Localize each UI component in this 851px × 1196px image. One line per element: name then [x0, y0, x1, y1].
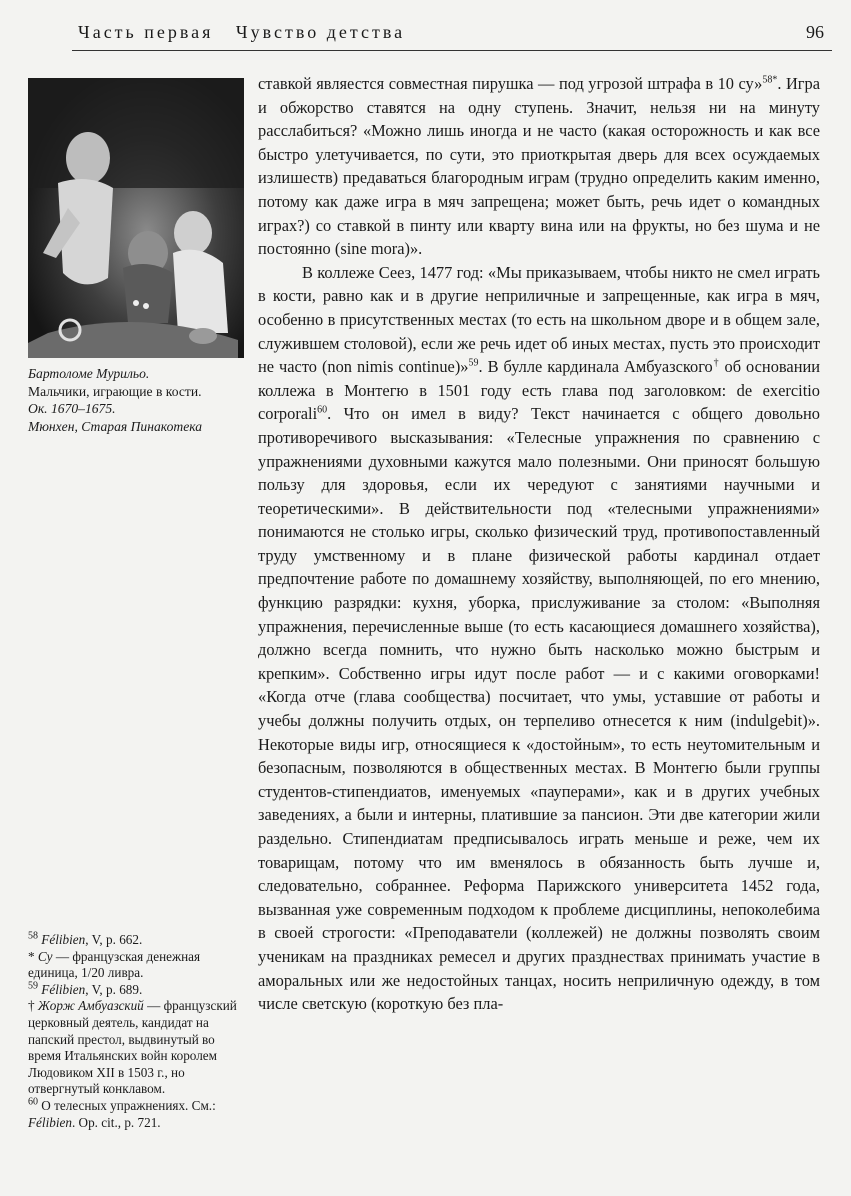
footnote-text: О телесных упражнениях. См.: [38, 1097, 216, 1113]
text-run: . Что он имел в виду? Текст начинается с общего довольно противоречивого высказывания: «Телесные упражнения по сравнению с упражнениями духовными кажутся мало полезными. Они приносят большую пользу для здоровья, если их чередуют с занятиями научными и теоретическими». В действительности под «телесными упражнениями» понимаются не столько игры, сколько физический труд, противопоставленный труду умственному и в плане физической работы кардинал отдает предпочтение работе по домашнему хозяйству, выполняющей, по его мнению, функцию разрядки: кухня, уборка, прислуживание за столом: «Выполняя упражнения, перечисленные выше (то есть касающиеся домашнего хозяйства), должно всегда помнить, что нужно быть насколько можно быстрым и крепким». Собственно игры идут после работ — и с какими оговорками! «Когда отче (глава сообщества) посчитает, что умы, уставшие от работы и учебы должны получить отдых, он терпеливо отнесется к ним (indulgebit)». Некоторые виды игр, относящиеся к «достойным», то есть неутомительным и безопасным, позволяются в общественных местах. В Монтегю были группы студентов-стипендиатов, именуемых «пауперами», как и в других учебных заведениях, а были и интерны, платившие за пансион. Эти две категории жили раздельно. Стипендиатам предписывалось играть меньше и реже, чем их товарищам, потому что им вменялось в обязанность быть лучше и, следовательно, собраннее. Реформа Парижского университета 1452 года, вызванная уже современным подходом к проблеме дисциплины, непоколебима в своей строгости: «Преподаватели (коллежей) не должны позволять своим ученикам на праздниках ремесел и других празднествах принимать участие в аморальных или же недостойных танцах, носить неприличную одежду, в том числе светскую (короткую без пла- [258, 404, 820, 1014]
footnote-mark: 58 [28, 930, 38, 942]
footnote-text: , V, p. 662. [85, 932, 143, 947]
text-run: . Игра и обжорство ставятся на одну ступень. Значит, нельзя ни на минуту расслабиться? «Можно лишь иногда и не часто (какая осторожность и как все быстро улетучивается, по сути, это приоткрытая дверь для всех осуждаемых излишеств) предаваться благородным играм (трудно определить каким именно, потому как даже игра в мяч запрещена; может быть, речь идет о командных играх?) со ставкой в пинту или кварту вина или на фрукты, но без шума и не постоянно (sine mora)». [258, 74, 820, 259]
paragraph-1 [258, 72, 820, 261]
footnote-author: Félibien [28, 1114, 72, 1130]
footnote-text: . Op. cit., p. 721. [71, 1114, 161, 1130]
text-run: В коллеже Сеез, 1477 год: «Мы приказываем, чтобы никто не смел играть в кости, равно как и в другие неприличные и запрещенные, как игра в мяч, особенно в присутственных местах (то есть на школьном дворе и в общем зале, служившем столовой), если же речь идет об иных местах, пусть это происходит не часто (non nimis continue)» [258, 262, 820, 377]
footnote-59 [28, 982, 248, 999]
footnote-text: — французская денежная единица, 1/20 ливра. [28, 948, 201, 981]
caption-author: Бартоломе Мурильо. [28, 366, 150, 381]
footnote-mark: * [28, 948, 35, 964]
footnote-text: — французский церковный деятель, кандидат на папский престол, выдвинутый во время Итальянских войн королем Людовиком XII в 1503 г., но отвергнутый конклавом. [28, 998, 237, 1097]
paragraph-2 [258, 261, 820, 1016]
caption-location: Мюнхен, Старая Пинакотека [28, 418, 203, 434]
picture-caption [28, 365, 244, 435]
caption-date: Ок. 1670–1675. [28, 401, 116, 416]
footnote-ref: 58* [762, 74, 778, 86]
footnote-mark: † [28, 998, 35, 1014]
page-number: 96 [806, 22, 824, 42]
footnote-star [28, 949, 248, 982]
footnote-ref: 60 [317, 404, 328, 416]
text-run: ставкой являестся совместная пирушка — под угрозой штрафа в 10 су» [258, 74, 763, 93]
footnote-author: Félibien [41, 932, 86, 947]
footnotes [28, 932, 248, 1131]
footnote-ref: † [712, 357, 720, 369]
running-title: Часть первая Чувство детства [78, 22, 406, 42]
footnote-mark: 59 [28, 980, 38, 992]
footnote-dagger [28, 998, 248, 1098]
footnote-60 [28, 1098, 248, 1131]
text-run: . В булле кардинала Амбуазского [478, 357, 713, 377]
main-text [258, 72, 820, 1016]
painting-image [28, 78, 244, 358]
footnote-ref: 59 [468, 357, 479, 369]
footnote-mark: 60 [28, 1096, 38, 1108]
footnote-author: Félibien [41, 981, 86, 997]
footnote-term: Су [37, 948, 53, 964]
footnote-term: Жорж Амбуазский [37, 998, 144, 1014]
painting-illustration [28, 78, 244, 358]
footnote-58 [28, 932, 248, 949]
text-run: об основании коллежа в Монтегю в 1501 году есть глава под заголовком: de exercitio corporali [258, 357, 821, 424]
running-header [72, 20, 832, 51]
footnote-text: , V, p. 689. [85, 981, 143, 997]
caption-title: Мальчики, играющие в кости. [28, 383, 202, 399]
